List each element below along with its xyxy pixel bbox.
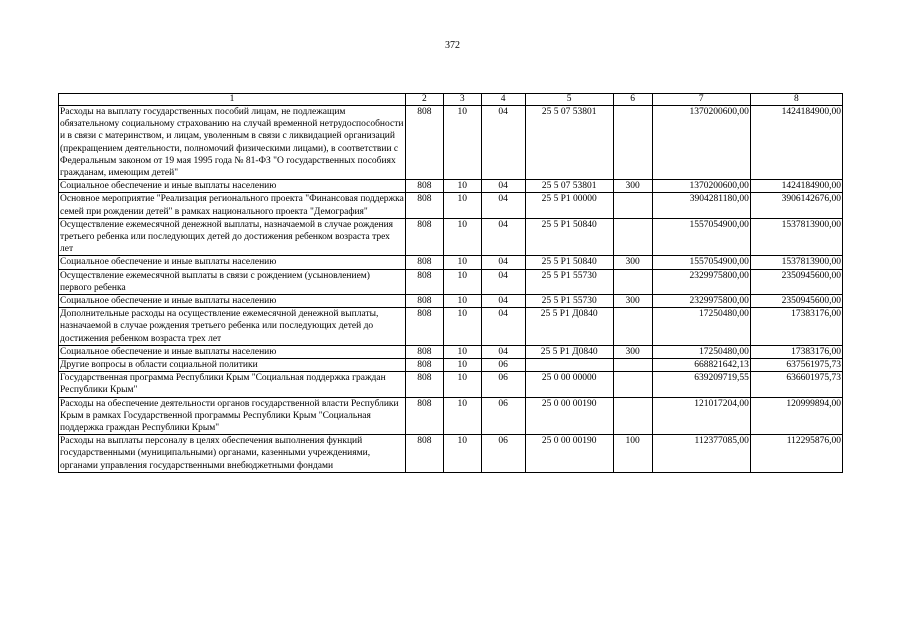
table-row xyxy=(59,397,843,435)
row-csr: 25 5 07 53801 xyxy=(525,180,613,193)
row-sum-1: 668821642,13 xyxy=(652,359,750,372)
table-row xyxy=(59,435,843,473)
header-col-1: 1 xyxy=(59,94,406,106)
row-sum-2: 2350945600,00 xyxy=(750,295,842,308)
header-col-5: 5 xyxy=(525,94,613,106)
row-vr: 300 xyxy=(613,295,652,308)
table-row xyxy=(59,193,843,218)
row-ministry: 808 xyxy=(405,359,443,372)
table-header xyxy=(59,94,843,106)
row-name: Другие вопросы в области социальной политики xyxy=(59,359,406,372)
row-sum-2: 17383176,00 xyxy=(750,345,842,358)
row-vr xyxy=(613,397,652,435)
row-sum-2: 120999894,00 xyxy=(750,397,842,435)
row-ministry: 808 xyxy=(405,256,443,269)
row-name: Осуществление ежемесячной выплаты в связи с рождением (усыновлением) первого ребенка xyxy=(59,269,406,294)
header-col-4: 4 xyxy=(481,94,525,106)
row-ministry: 808 xyxy=(405,106,443,180)
header-col-7: 7 xyxy=(652,94,750,106)
table-row xyxy=(59,308,843,346)
row-subsection: 04 xyxy=(481,180,525,193)
row-subsection: 04 xyxy=(481,193,525,218)
row-csr: 25 5 Р1 50840 xyxy=(525,218,613,256)
table-row xyxy=(59,180,843,193)
row-subsection: 06 xyxy=(481,359,525,372)
row-subsection: 06 xyxy=(481,397,525,435)
row-sum-1: 2329975800,00 xyxy=(652,269,750,294)
row-csr: 25 5 Р1 Д0840 xyxy=(525,308,613,346)
row-sum-1: 3904281180,00 xyxy=(652,193,750,218)
table-row xyxy=(59,359,843,372)
row-ministry: 808 xyxy=(405,435,443,473)
row-sum-2: 2350945600,00 xyxy=(750,269,842,294)
row-section: 10 xyxy=(443,269,481,294)
row-vr: 300 xyxy=(613,256,652,269)
row-csr: 25 5 Р1 50840 xyxy=(525,256,613,269)
row-sum-1: 121017204,00 xyxy=(652,397,750,435)
row-name: Государственная программа Республики Крым "Социальная поддержка граждан Республики Крым" xyxy=(59,372,406,397)
row-name: Расходы на выплаты персоналу в целях обеспечения выполнения функций государственными (муниципальными) органами, казенными учреждениями, органами управления государственными внебюджетными фондами xyxy=(59,435,406,473)
row-sum-1: 112377085,00 xyxy=(652,435,750,473)
row-sum-1: 17250480,00 xyxy=(652,345,750,358)
row-name: Социальное обеспечение и иные выплаты населению xyxy=(59,295,406,308)
header-col-8: 8 xyxy=(750,94,842,106)
row-ministry: 808 xyxy=(405,397,443,435)
row-ministry: 808 xyxy=(405,193,443,218)
row-sum-1: 639209719,55 xyxy=(652,372,750,397)
row-ministry: 808 xyxy=(405,180,443,193)
row-name: Расходы на выплату государственных пособий лицам, не подлежащим обязательному социальному страхованию на случай временной нетрудоспособности и в связи с материнством, и лицам, уволенным в связи с ликвидацией организаций (прекращением деятельности, полномочий физическими лицами), в соответствии с Федеральным законом от 19 мая 1995 года № 81-ФЗ "О государственных пособиях гражданам, имеющим детей" xyxy=(60,107,404,179)
row-vr: 300 xyxy=(613,345,652,358)
table-row xyxy=(59,218,843,256)
table-row xyxy=(59,345,843,358)
row-name: Осуществление ежемесячной денежной выплаты, назначаемой в случае рождения третьего ребенка или последующих детей до достижения ребенком возраста трех лет xyxy=(59,218,406,256)
row-sum-2: 1424184900,00 xyxy=(750,180,842,193)
table-row xyxy=(59,106,843,180)
row-csr: 25 0 00 00000 xyxy=(525,372,613,397)
header-col-3: 3 xyxy=(443,94,481,106)
header-row xyxy=(59,94,843,106)
table-row xyxy=(59,372,843,397)
row-section: 10 xyxy=(443,308,481,346)
row-section: 10 xyxy=(443,397,481,435)
row-sum-1: 1557054900,00 xyxy=(652,218,750,256)
row-vr: 100 xyxy=(613,435,652,473)
row-vr xyxy=(613,359,652,372)
row-vr: 300 xyxy=(613,180,652,193)
row-section: 10 xyxy=(443,218,481,256)
row-csr: 25 5 Р1 Д0840 xyxy=(525,345,613,358)
row-sum-2: 1537813900,00 xyxy=(750,218,842,256)
row-subsection: 04 xyxy=(481,269,525,294)
row-name: Социальное обеспечение и иные выплаты населению xyxy=(59,180,406,193)
row-ministry: 808 xyxy=(405,345,443,358)
row-sum-2: 1537813900,00 xyxy=(750,256,842,269)
row-section: 10 xyxy=(443,435,481,473)
row-subsection: 06 xyxy=(481,435,525,473)
row-csr: 25 0 00 00190 xyxy=(525,435,613,473)
row-ministry: 808 xyxy=(405,295,443,308)
table-row xyxy=(59,269,843,294)
table-row xyxy=(59,256,843,269)
row-vr xyxy=(613,193,652,218)
row-ministry: 808 xyxy=(405,218,443,256)
row-subsection: 04 xyxy=(481,345,525,358)
row-sum-1: 1370200600,00 xyxy=(652,106,750,180)
row-name: Основное мероприятие "Реализация регионального проекта "Финансовая поддержка семей при рождении детей" в рамках национального проекта "Демография" xyxy=(60,194,404,217)
row-vr xyxy=(613,372,652,397)
row-csr xyxy=(525,359,613,372)
row-name: Расходы на обеспечение деятельности органов государственной власти Республики Крым в рамках Государственной программы Республики Крым "Социальная поддержка граждан Республики Крым" xyxy=(59,397,406,435)
row-csr: 25 5 Р1 55730 xyxy=(525,295,613,308)
row-vr xyxy=(613,106,652,180)
row-vr xyxy=(613,308,652,346)
row-section: 10 xyxy=(443,295,481,308)
header-col-2: 2 xyxy=(405,94,443,106)
row-subsection: 04 xyxy=(481,308,525,346)
row-section: 10 xyxy=(443,345,481,358)
row-ministry: 808 xyxy=(405,269,443,294)
row-subsection: 04 xyxy=(481,295,525,308)
row-sum-1: 1557054900,00 xyxy=(652,256,750,269)
row-section: 10 xyxy=(443,359,481,372)
row-name: Социальное обеспечение и иные выплаты населению xyxy=(59,256,406,269)
row-sum-1: 2329975800,00 xyxy=(652,295,750,308)
row-csr: 25 5 Р1 55730 xyxy=(525,269,613,294)
row-section: 10 xyxy=(443,180,481,193)
row-section: 10 xyxy=(443,106,481,180)
row-name: Социальное обеспечение и иные выплаты населению xyxy=(59,345,406,358)
row-name: Дополнительные расходы на осуществление ежемесячной денежной выплаты, назначаемой в случае рождения третьего ребенка или последующих детей до достижения ребенком возраста трех лет xyxy=(59,308,406,346)
row-ministry: 808 xyxy=(405,308,443,346)
row-subsection: 06 xyxy=(481,372,525,397)
row-sum-2: 112295876,00 xyxy=(750,435,842,473)
row-sum-1: 1370200600,00 xyxy=(652,180,750,193)
table-row xyxy=(59,295,843,308)
row-ministry: 808 xyxy=(405,372,443,397)
row-subsection: 04 xyxy=(481,218,525,256)
row-section: 10 xyxy=(443,372,481,397)
row-csr: 25 5 Р1 00000 xyxy=(525,193,613,218)
row-csr: 25 5 07 53801 xyxy=(525,106,613,180)
table-body xyxy=(59,106,843,473)
budget-table xyxy=(58,93,843,473)
header-col-6: 6 xyxy=(613,94,652,106)
page-number: 372 xyxy=(445,40,460,51)
row-vr xyxy=(613,269,652,294)
row-subsection: 04 xyxy=(481,256,525,269)
row-sum-2: 637561975,73 xyxy=(750,359,842,372)
row-section: 10 xyxy=(443,256,481,269)
row-subsection: 04 xyxy=(481,106,525,180)
row-sum-2: 3906142676,00 xyxy=(750,193,842,218)
row-csr: 25 0 00 00190 xyxy=(525,397,613,435)
row-section: 10 xyxy=(443,193,481,218)
row-sum-2: 17383176,00 xyxy=(750,308,842,346)
row-sum-2: 1424184900,00 xyxy=(750,106,842,180)
row-sum-2: 636601975,73 xyxy=(750,372,842,397)
row-vr xyxy=(613,218,652,256)
row-sum-1: 17250480,00 xyxy=(652,308,750,346)
